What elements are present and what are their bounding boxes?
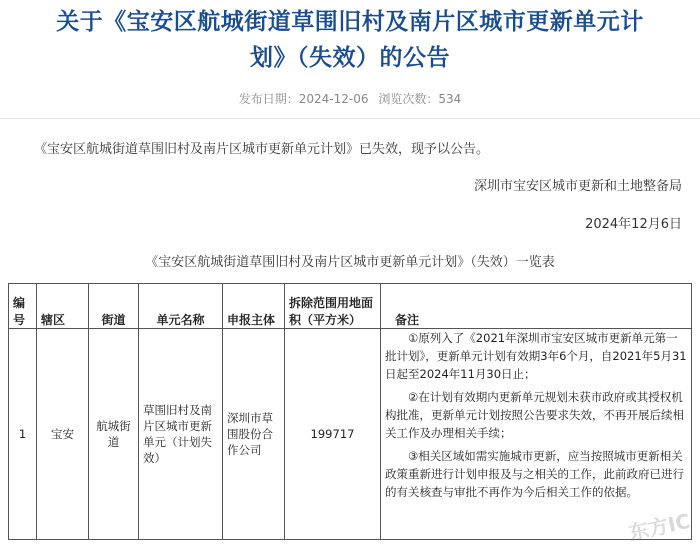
note-item-2: ②在计划有效期内更新单元规划未获市政府或其授权机构批准，更新单元计划按照公告要求失效，不再开展后续相关工作及办理相关手续； [385,390,684,440]
watermark: 东方IC [626,508,693,546]
header-no: 编号 [9,284,37,329]
cell-no: 1 [9,329,37,540]
cell-unit: 草围旧村及南片区城市更新单元（计划失效） [139,329,223,540]
header-unit: 单元名称 [139,284,223,329]
announcement-body: 《宝安区航城街道草围旧村及南片区城市更新单元计划》已失效，现予以公告。 [34,142,490,157]
cell-note [381,329,692,540]
cell-street: 航城街道 [89,329,139,540]
divider [0,118,700,119]
cell-area: 199717 [285,329,381,540]
article-meta [0,90,700,107]
header-district: 辖区 [37,284,89,329]
table-header-row [9,284,692,329]
page-title-line1: 关于《宝安区航城街道草围旧村及南片区城市更新单元计 [56,9,644,35]
table-caption: 《宝安区航城街道草围旧村及南片区城市更新单元计划》（失效）一览表 [145,255,555,270]
header-note: 备注 [381,284,692,329]
issue-date: 2024年12月6日 [585,217,682,232]
note-item-1: ①原列入了《2021年深圳市宝安区城市更新单元第一批计划》，更新单元计划有效期3年6个月，自2021年5月31日起至2024年11月30日止； [385,331,687,381]
view-count: 浏览次数：534 [378,92,462,106]
cell-applicant: 深圳市草围股份合作公司 [223,329,285,540]
header-applicant: 申报主体 [223,284,285,329]
page-title [0,4,700,76]
issuer-signature: 深圳市宝安区城市更新和土地整备局 [473,179,682,194]
cell-district: 宝安 [37,329,89,540]
table-row [9,329,692,540]
expired-plan-table [8,283,692,540]
header-street: 街道 [89,284,139,329]
publish-date: 发布日期：2024-12-06 [238,92,369,106]
note-item-3: ③相关区域如需实施城市更新，应当按照城市更新相关政策重新进行计划申报及与之相关的工作，此前政府已进行的有关核查与审批不再作为今后相关工作的依据。 [385,449,684,499]
header-area: 拆除范围用地面积（平方米） [285,284,381,329]
page-title-line2: 划》（失效）的公告 [250,45,450,71]
